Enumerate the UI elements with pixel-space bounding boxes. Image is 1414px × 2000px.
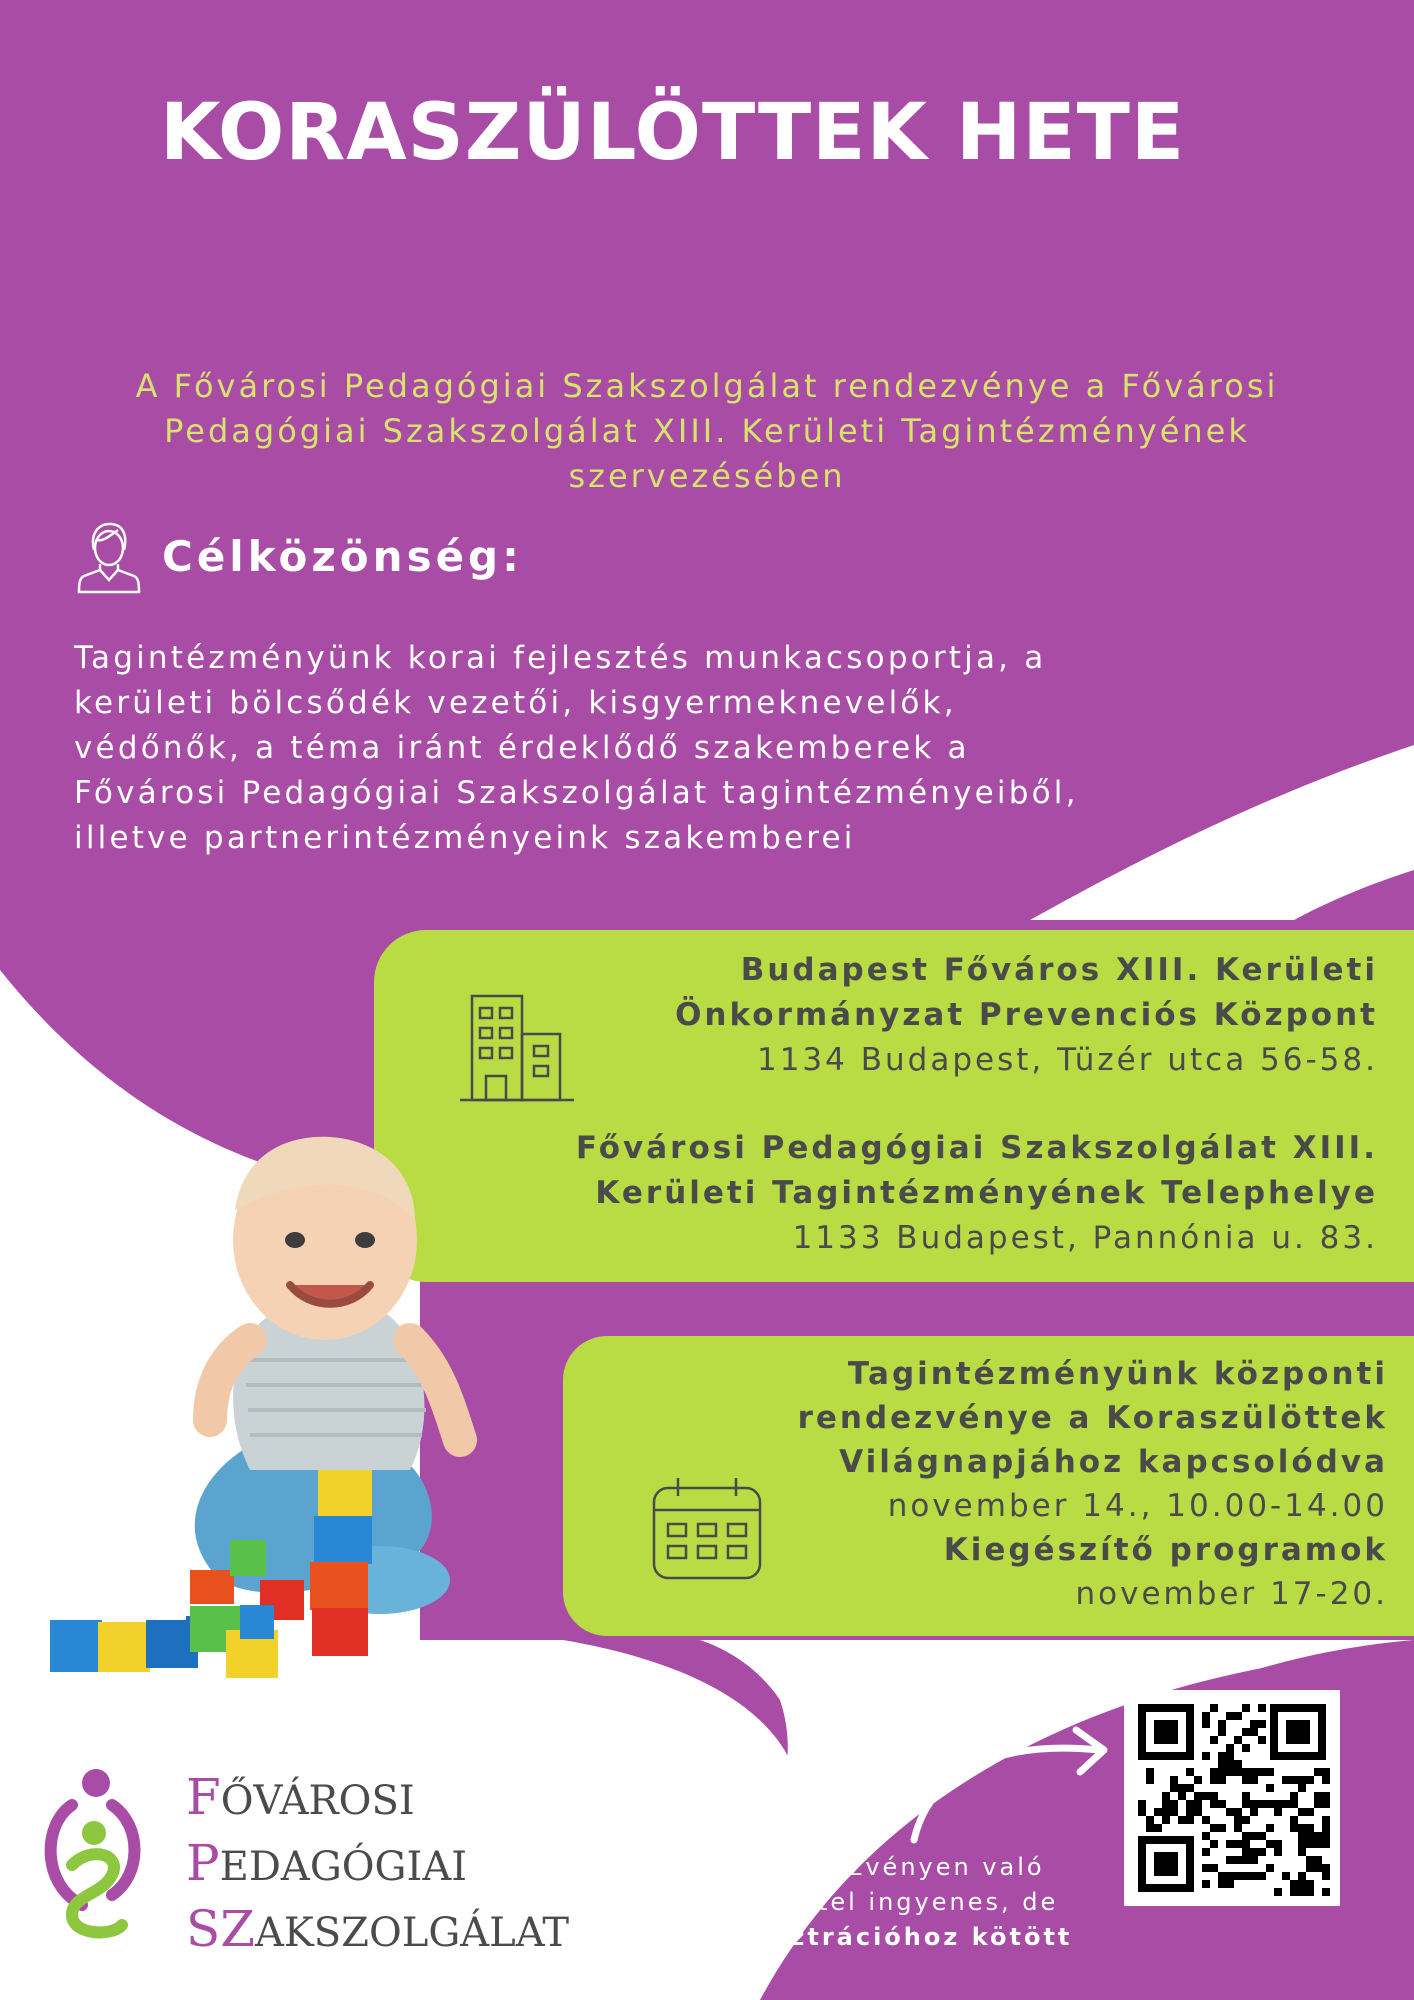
- location-address: 1134 Budapest, Tüzér utca 56-58.: [756, 1042, 1378, 1078]
- audience-line: védőnők, a téma iránt érdeklődő szakemberek a: [74, 730, 970, 766]
- registration-line: részvétel ingyenes, de: [721, 1888, 1059, 1916]
- qr-code[interactable]: [1124, 1690, 1340, 1906]
- logo-word: EDAGÓGIAI: [219, 1844, 467, 1890]
- calendar-icon: [648, 1474, 766, 1584]
- location-address: 1133 Budapest, Pannónia u. 83.: [792, 1220, 1378, 1256]
- event-title-line: Tagintézményünk központi: [847, 1356, 1388, 1392]
- logo-initial: F: [186, 1768, 221, 1826]
- organization-logo-text: [186, 1766, 569, 1964]
- location-1: [675, 948, 1378, 1083]
- audience-line: Tagintézményünk korai fejlesztés munkacsoportja, a: [74, 640, 1047, 676]
- arrow-icon: [900, 1720, 1120, 1850]
- extra-programs-label: Kiegészítő programok: [943, 1532, 1388, 1568]
- audience-line: Fővárosi Pedagógiai Szakszolgálat tagintézményeiből,: [74, 775, 1079, 811]
- location-name: Kerületi Tagintézményének Telephelye: [595, 1175, 1378, 1211]
- registration-note: [700, 1850, 1080, 1955]
- baby-with-blocks-photo: [50, 1110, 630, 1700]
- event-date: november 14., 10.00-14.00: [887, 1488, 1388, 1524]
- audience-line: illetve partnerintézményeink szakemberei: [74, 820, 856, 856]
- logo-line: [186, 1832, 569, 1898]
- logo-word: ŐVÁROSI: [220, 1778, 415, 1824]
- registration-line: A rendezvényen való: [735, 1853, 1045, 1881]
- building-icon: [456, 992, 578, 1104]
- logo-initial: SZ: [186, 1900, 255, 1958]
- location-name: Fővárosi Pedagógiai Szakszolgálat XIII.: [575, 1130, 1378, 1166]
- logo-icon: [42, 1765, 152, 1945]
- logo-word: AKSZOLGÁLAT: [255, 1910, 570, 1956]
- event-details: [798, 1352, 1388, 1616]
- person-icon: [76, 520, 142, 596]
- audience-line: kerületi bölcsődék vezetői, kisgyermeknevelők,: [74, 685, 957, 721]
- location-name: Önkormányzat Prevenciós Központ: [675, 997, 1378, 1033]
- logo-line: [186, 1898, 569, 1964]
- organizer-subtitle: A Fővárosi Pedagógiai Szakszolgálat rendezvénye a Fővárosi Pedagógiai Szakszolgálat XIII. Kerületi Tagintézményének szervezésében: [135, 367, 1279, 495]
- event-title-line: rendezvénye a Koraszülöttek: [797, 1400, 1388, 1436]
- logo-line: [186, 1766, 569, 1832]
- logo-initial: P: [186, 1834, 220, 1892]
- location-name: Budapest Főváros XIII. Kerületi: [740, 952, 1378, 988]
- location-2: [576, 1126, 1378, 1261]
- audience-heading: Célközönség:: [162, 532, 523, 581]
- extra-programs-date: november 17-20.: [1075, 1576, 1388, 1612]
- registration-required: regisztrációhoz kötött: [707, 1923, 1073, 1951]
- event-title-line: Világnapjához kapcsolódva: [839, 1444, 1388, 1480]
- audience-description: [74, 636, 1204, 861]
- page-title: KORASZÜLÖTTEK HETE: [160, 88, 1186, 178]
